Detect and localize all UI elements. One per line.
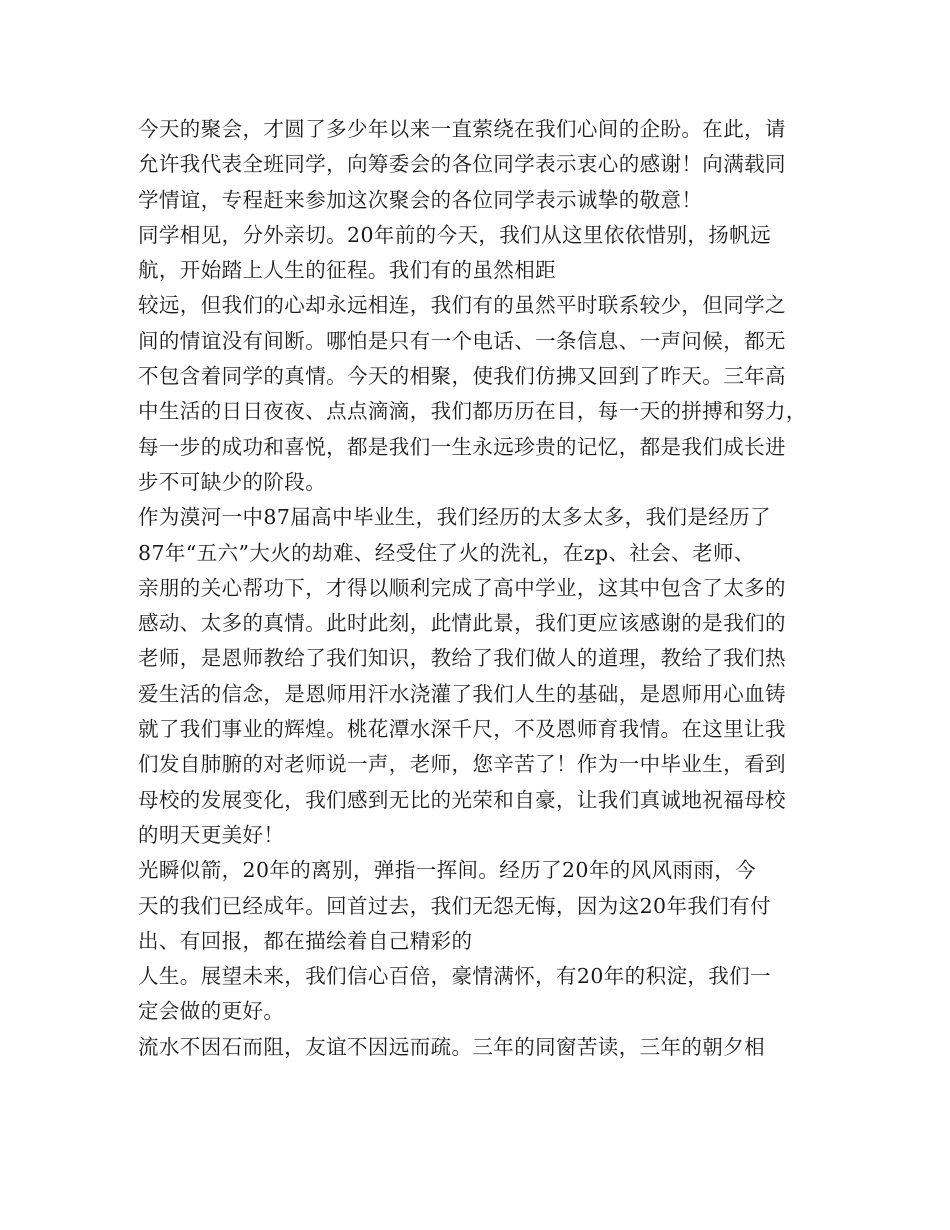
text-line: 每一步的成功和喜悦，都是我们一生永远珍贵的记忆，都是我们成长进 (138, 434, 786, 459)
text-line: 同学相见，分外亲切。20年前的今天，我们从这里依依惜别，扬帆远 (138, 222, 771, 247)
text-line: 感动、太多的真情。此时此刻，此情此景，我们更应该感谢的是我们的 (138, 611, 786, 636)
text-line: 不包含着同学的真情。今天的相聚，使我们仿拂又回到了昨天。三年高 (138, 364, 786, 389)
text-line: 人生。展望未来，我们信心百倍，豪情满怀，有20年的积淀，我们一 (138, 964, 771, 989)
text-line: 步不可缺少的阶段。 (138, 469, 327, 494)
text-line: 母校的发展变化，我们感到无比的光荣和自豪，让我们真诚地祝福母校 (138, 787, 786, 812)
text-line: 爱生活的信念，是恩师用汗水浇灌了我们人生的基础，是恩师用心血铸 (138, 681, 786, 706)
document-body (138, 112, 818, 1065)
text-line: 流水不因石而阻，友谊不因远而疏。三年的同窗苦读，三年的朝夕相 (138, 1034, 765, 1059)
text-line: 87年“五六”大火的劫难、经受住了火的洗礼，在zp、社会、老师、 (138, 540, 755, 565)
text-line: 学情谊，专程赶来参加这次聚会的各位同学表示诚挚的敬意！ (138, 187, 703, 212)
text-line: 中生活的日日夜夜、点点滴滴，我们都历历在目，每一天的拼搏和努力， (138, 399, 807, 424)
text-line: 定会做的更好。 (138, 999, 285, 1024)
text-line: 们发自肺腑的对老师说一声，老师，您辛苦了！作为一中毕业生，看到 (138, 752, 786, 777)
text-line: 出、有回报，都在描绘着自己精彩的 (138, 928, 473, 953)
text-line: 允许我代表全班同学，向筹委会的各位同学表示衷心的感谢！向满载同 (138, 152, 786, 177)
text-line: 亲朋的关心帮功下，才得以顺利完成了高中学业，这其中包含了太多的 (138, 575, 786, 600)
text-line: 间的情谊没有间断。哪怕是只有一个电话、一条信息、一声问候，都无 (138, 328, 786, 353)
text-line: 老师，是恩师教给了我们知识，教给了我们做人的道理，教给了我们热 (138, 646, 786, 671)
text-line: 光瞬似箭，20年的离别，弹指一挥间。经历了20年的风风雨雨，今 (138, 858, 757, 883)
text-line: 就了我们事业的辉煌。桃花潭水深千尺，不及恩师育我情。在这里让我 (138, 717, 786, 742)
text-line: 较远，但我们的心却永远相连，我们有的虽然平时联系较少，但同学之 (138, 293, 786, 318)
text-line: 航，开始踏上人生的征程。我们有的虽然相距 (138, 258, 556, 283)
text-line: 的明天更美好！ (138, 822, 285, 847)
text-line: 作为漠河一中87届高中毕业生，我们经历的太多太多，我们是经历了 (138, 505, 771, 530)
text-line: 天的我们已经成年。回首过去，我们无怨无悔，因为这20年我们有付 (138, 893, 771, 918)
text-line: 今天的聚会，才圆了多少年以来一直萦绕在我们心间的企盼。在此，请 (138, 117, 786, 141)
